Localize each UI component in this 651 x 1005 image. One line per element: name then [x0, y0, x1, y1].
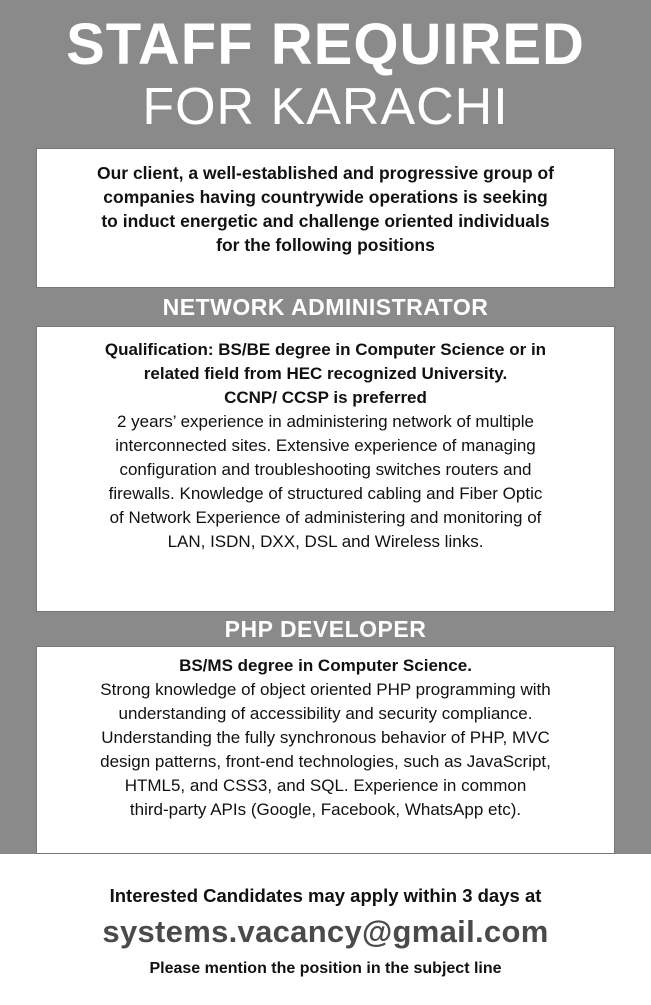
right-border	[615, 148, 651, 854]
ad-subtitle: FOR KARACHI	[142, 78, 509, 136]
php-developer-section	[36, 646, 615, 854]
contact-email[interactable]: systems.vacancy@gmail.com	[102, 914, 549, 949]
qualification-line: CCNP/ CCSP is preferred	[224, 388, 427, 407]
intro-line: companies having countrywide operations is seeking	[103, 187, 548, 207]
subject-line-note: Please mention the position in the subject line	[149, 960, 502, 977]
intro-line: for the following positions	[216, 235, 435, 255]
experience-line: interconnected sites. Extensive experience of managing	[115, 436, 536, 455]
qualification-line: related field from HEC recognized University.	[143, 364, 508, 383]
intro-box	[36, 148, 615, 288]
ad-header	[0, 0, 651, 148]
experience-line: of Network Experience of administering and monitoring of	[109, 508, 542, 527]
degree-line: BS/MS degree in Computer Science.	[179, 656, 472, 675]
php-developer-heading: PHP DEVELOPER	[36, 612, 615, 646]
requirement-line: HTML5, and CSS3, and SQL. Experience in common	[124, 776, 527, 795]
experience-line: firewalls. Knowledge of structured cabling and Fiber Optic	[108, 484, 543, 503]
experience-line: 2 years’ experience in administering network of multiple	[116, 412, 534, 431]
network-admin-heading: NETWORK ADMINISTRATOR	[36, 288, 615, 326]
intro-line: to induct energetic and challenge oriented individuals	[101, 211, 550, 231]
requirement-line: Strong knowledge of object oriented PHP programming with	[100, 680, 551, 699]
apply-instruction: Interested Candidates may apply within 3 days at	[109, 885, 542, 906]
experience-line: configuration and troubleshooting switches routers and	[119, 460, 532, 479]
ad-title: STAFF REQUIRED	[66, 12, 585, 77]
left-border	[0, 148, 36, 854]
network-admin-section	[36, 326, 615, 612]
requirement-line: Understanding the fully synchronous behavior of PHP, MVC	[101, 728, 550, 747]
requirement-line: third-party APIs (Google, Facebook, WhatsApp etc).	[129, 800, 522, 819]
requirement-line: design patterns, front-end technologies, such as JavaScript,	[100, 752, 551, 771]
requirement-line: understanding of accessibility and security compliance.	[118, 704, 533, 723]
ad-footer	[0, 854, 651, 1005]
experience-line: LAN, ISDN, DXX, DSL and Wireless links.	[167, 532, 484, 551]
qualification-line: Qualification: BS/BE degree in Computer Science or in	[104, 340, 547, 359]
intro-line: Our client, a well-established and progressive group of	[96, 163, 555, 183]
